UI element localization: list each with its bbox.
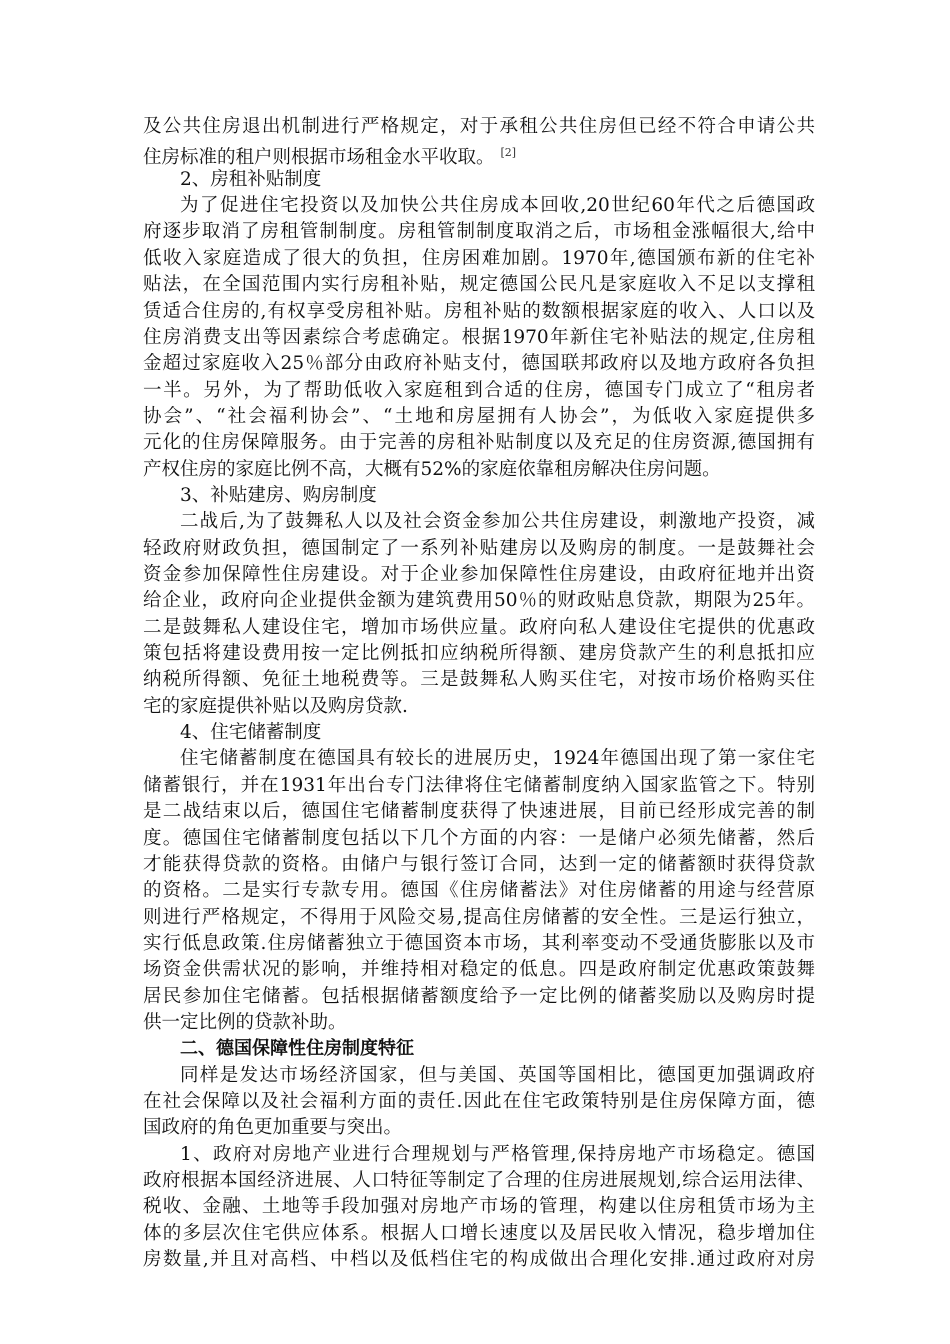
line-text: 协会”、“社会福利协会”、“土地和房屋拥有人协会”，为低收入家庭提供多 — [143, 405, 815, 427]
line-text: 元化的住房保障服务。由于完善的房租补贴制度以及充足的住房资源,德国拥有 — [143, 432, 815, 454]
text-line — [143, 588, 815, 614]
line-text: 二、德国保障性住房制度特征 — [180, 1038, 414, 1060]
text-line — [143, 140, 815, 169]
line-text: 住房消费支出等因素综合考虑确定。根据1970年新住宅补贴法的规定,住房租 — [143, 326, 815, 348]
text-line — [143, 378, 815, 404]
line-text: 金超过家庭收入25％部分由政府补贴支付，德国联邦政府以及地方政府各负担 — [143, 353, 815, 375]
line-text: 及公共住房退出机制进行严格规定，对于承租公共住房但已经不符合申请公共 — [143, 116, 815, 137]
text-line — [143, 878, 815, 904]
line-text: 税收、金融、土地等手段加强对房地产市场的管理，构建以住房租赁市场为主 — [143, 1196, 815, 1218]
text-line — [143, 852, 815, 878]
line-text: 场资金供需状况的影响，并维持相对稳定的低息。四是政府制定优惠政策鼓舞 — [143, 959, 815, 981]
line-text: 体的多层次住宅供应体系。根据人口增长速度以及居民收入情况，稳步增加住 — [143, 1222, 815, 1244]
line-text: 轻政府财政负担，德国制定了一系列补贴建房以及购房的制度。一是鼓舞社会 — [143, 537, 815, 559]
line-text: 在社会保障以及社会福利方面的责任.因此在住宅政策特别是住房保障方面，德 — [143, 1091, 815, 1112]
citation-marker: [2] — [500, 146, 517, 160]
line-text: 房数量,并且对高档、中档以及低档住宅的构成做出合理化安排.通过政府对房 — [143, 1249, 815, 1270]
text-line — [143, 246, 815, 272]
line-text: 才能获得贷款的资格。由储户与银行签订合同，达到一定的储蓄额时获得贷款 — [143, 853, 815, 875]
line-text: 赁适合住房的,有权享受房租补贴。房租补贴的数额根据家庭的收入、人口以及 — [143, 300, 815, 322]
text-line — [143, 641, 815, 667]
text-line — [143, 536, 815, 562]
line-text: 居民参加住宅储蓄。包括根据储蓄额度给予一定比例的储蓄奖励以及购房时提 — [143, 985, 815, 1007]
line-text: 府逐步取消了房租管制制度。房租管制制度取消之后，市场租金涨幅很大,给中 — [143, 221, 815, 243]
line-text: 供一定比例的贷款补助。 — [143, 1011, 347, 1033]
line-text: 策包括将建设费用按一定比例抵扣应纳税所得额、建房贷款产生的利息抵扣应 — [143, 643, 815, 664]
text-line — [143, 799, 815, 825]
text-line — [143, 299, 815, 325]
line-text: 储蓄银行，并在1931年出台专门法律将住宅储蓄制度纳入国家监管之下。特别 — [143, 774, 815, 796]
line-text: 为了促进住宅投资以及加快公共住房成本回收,20世纪60年代之后德国政 — [180, 195, 815, 217]
text-line — [143, 826, 815, 852]
line-text: 一半。另外，为了帮助低收入家庭租到合适的住房，德国专门成立了“租房者 — [143, 379, 815, 401]
text-line — [180, 1142, 815, 1168]
text-line — [180, 509, 815, 535]
line-text: 住宅储蓄制度在德国具有较长的进展历史，1924年德国出现了第一家住宅 — [180, 748, 815, 770]
line-text: 度。德国住宅储蓄制度包括以下几个方面的内容：一是储户必须先储蓄，然后 — [143, 827, 815, 849]
line-text: 2、房租补贴制度 — [180, 168, 322, 190]
text-line — [143, 931, 815, 957]
text-line — [143, 957, 815, 983]
text-line — [143, 430, 815, 456]
line-text: 二战后,为了鼓舞私人以及社会资金参加公共住房建设，刺激地产投资，减 — [180, 511, 815, 533]
section-heading — [180, 720, 815, 746]
text-line — [143, 562, 815, 588]
line-text: 宅的家庭提供补贴以及购房贷款. — [143, 695, 408, 717]
line-text: 同样是发达市场经济国家，但与美国、英国等国相比，德国更加强调政府 — [180, 1064, 815, 1086]
text-line — [143, 1194, 815, 1220]
line-text: 实行低息政策.住房储蓄独立于德国资本市场，其利率变动不受通货膨胀以及市 — [143, 932, 815, 954]
text-line — [143, 667, 815, 693]
text-line — [143, 325, 815, 351]
section-heading — [180, 1036, 815, 1062]
text-line — [143, 694, 815, 720]
line-text: 贴法，在全国范围内实行房租补贴，规定德国公民凡是家庭收入不足以支撑租 — [143, 274, 815, 296]
text-line — [143, 1168, 815, 1194]
text-line — [143, 219, 815, 245]
line-text: 4、住宅储蓄制度 — [180, 722, 322, 744]
text-line — [143, 984, 815, 1010]
line-text: 是二战结束以后，德国住宅储蓄制度获得了快速进展，目前已经形成完善的制 — [143, 801, 815, 823]
line-text: 的资格。二是实行专款专用。德国《住房储蓄法》对住房储蓄的用途与经营原 — [143, 880, 815, 902]
text-line — [143, 1089, 815, 1115]
line-text: 1、政府对房地产业进行合理规划与严格管理,保持房地产市场稳定。德国 — [180, 1143, 815, 1165]
text-line — [180, 1063, 815, 1089]
line-text: 资金参加保障性住房建设。对于企业参加保障性住房建设，由政府征地并出资 — [143, 564, 815, 585]
text-line — [143, 905, 815, 931]
line-text: 则进行严格规定，不得用于风险交易,提高住房储蓄的安全性。三是运行独立， — [143, 906, 815, 928]
text-line — [143, 114, 815, 140]
line-text: 二是鼓舞私人建设住宅，增加市场供应量。政府向私人建设住宅提供的优惠政 — [143, 616, 815, 638]
text-line — [143, 773, 815, 799]
text-line — [180, 746, 815, 772]
text-line — [143, 1010, 815, 1036]
line-text: 住房标准的租户则根据市场租金水平收取。 — [143, 147, 495, 169]
text-line — [143, 404, 815, 430]
line-text: 政府根据本国经济进展、人口特征等制定了合理的住房进展规划,综合运用法律、 — [143, 1170, 815, 1191]
text-line — [143, 1247, 815, 1273]
line-text: 国政府的角色更加重要与突出。 — [143, 1117, 403, 1139]
text-line — [180, 193, 815, 219]
text-line — [143, 615, 815, 641]
section-heading — [180, 483, 815, 509]
line-text: 给企业，政府向企业提供金额为建筑费用50％的财政贴息贷款，期限为25年。 — [143, 590, 815, 612]
line-text: 产权住房的家庭比例不高，大概有52%的家庭依靠租房解决住房问题。 — [143, 458, 721, 480]
text-line — [143, 272, 815, 298]
line-text: 低收入家庭造成了很大的负担，住房困难加剧。1970年,德国颁布新的住宅补 — [143, 247, 815, 269]
text-line — [143, 457, 815, 483]
text-line — [143, 1115, 815, 1141]
text-line — [143, 1221, 815, 1247]
line-text: 纳税所得额、免征土地税费等。三是鼓舞私人购买住宅，对按市场价格购买住 — [143, 669, 815, 691]
section-heading — [180, 167, 815, 193]
line-text: 3、补贴建房、购房制度 — [180, 484, 377, 506]
text-line — [143, 351, 815, 377]
